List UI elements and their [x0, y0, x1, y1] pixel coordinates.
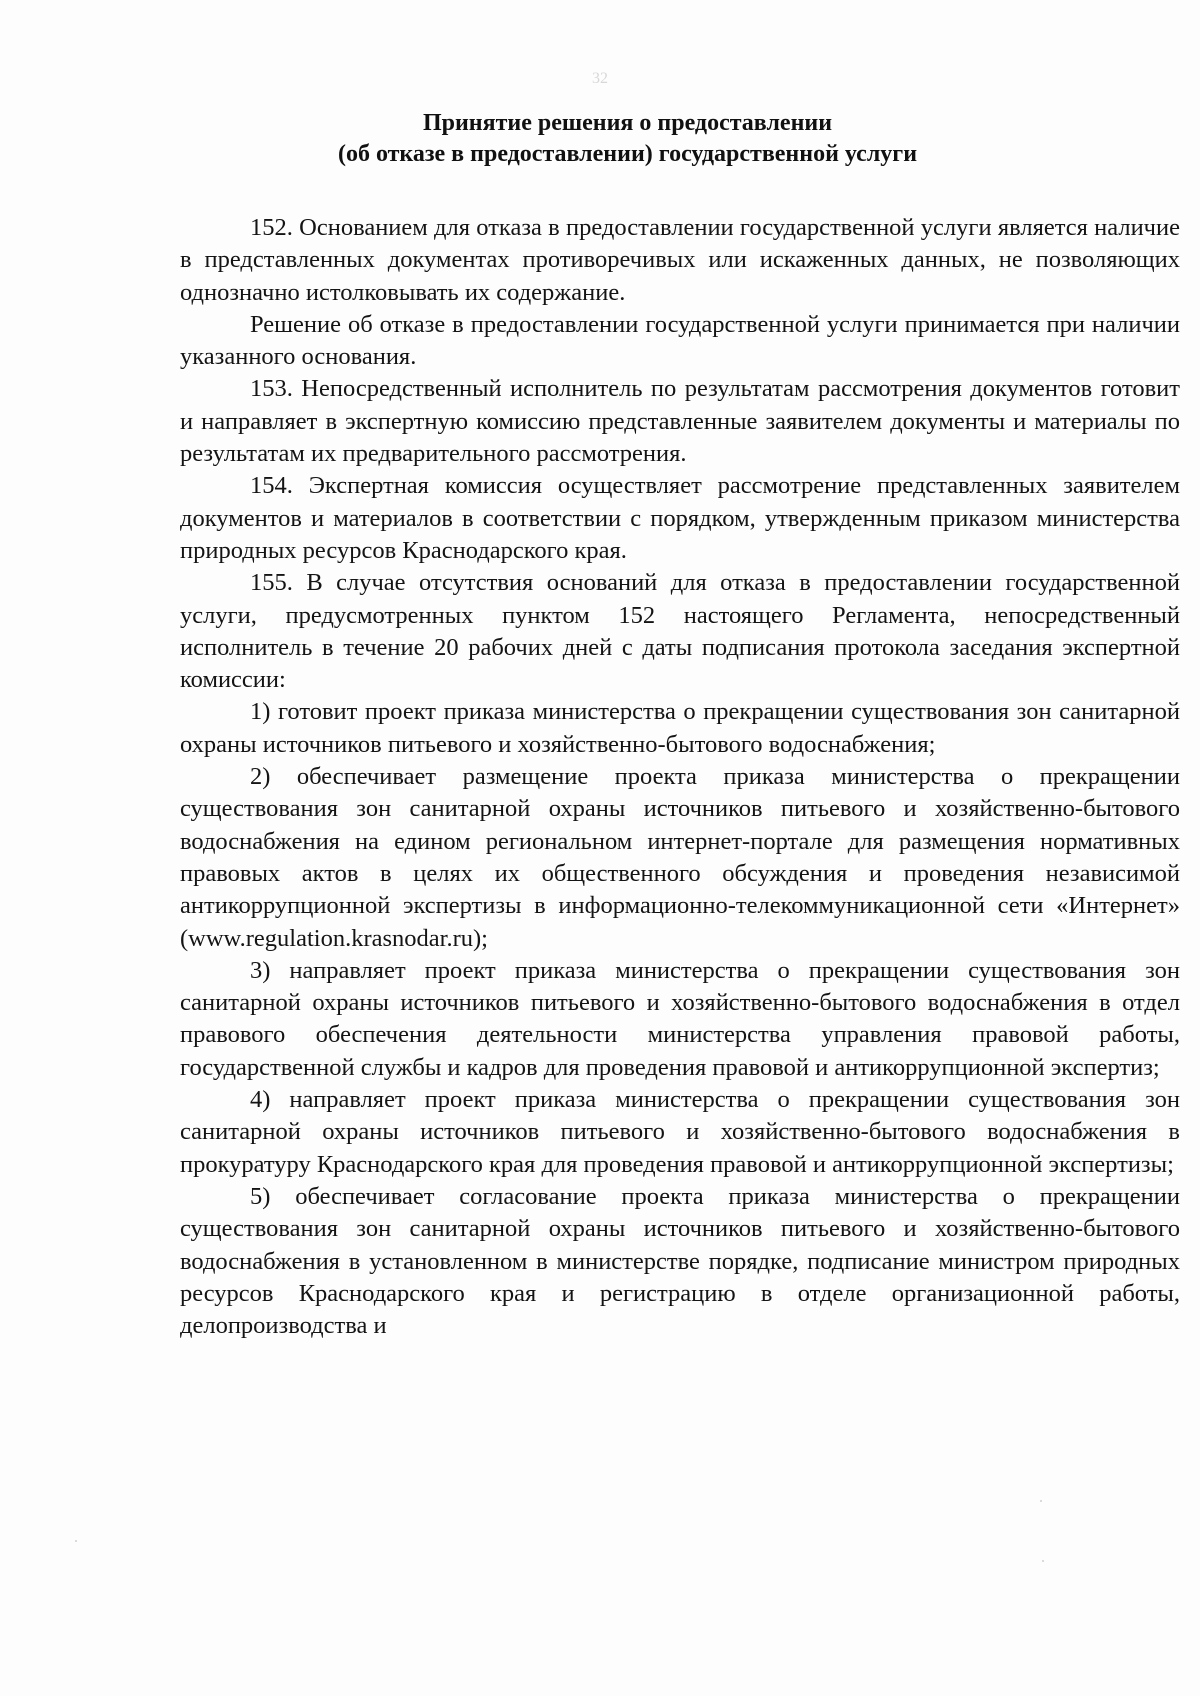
scan-artifact [1042, 1560, 1044, 1562]
scan-artifact [75, 1540, 77, 1542]
heading-line-1: Принятие решения о предоставлении [422, 110, 833, 136]
list-item-3: 3) направляет проект приказа министерства о прекращении существования зон санитарной охраны источников питьевого и хозяйственно-бытового водоснабжения в отдел правового обеспечения деятельности министерства управления правовой работы, государственной службы и кадров для проведения правовой и антикоррупционной экспертиз; [180, 956, 1180, 1081]
heading-line-2: (об отказе в предоставлении) государственной услуги [337, 141, 918, 167]
section-heading [180, 108, 1075, 170]
paragraph-153: 153. Непосредственный исполнитель по результатам рассмотрения документов готовит и направляет в экспертную комиссию представленные заявителем документы и материалы по результатам их предварительного рассмотрения. [180, 375, 1180, 468]
paragraph-refusal-decision: Решение об отказе в предоставлении государственной услуги принимается при наличии указанного основания. [180, 310, 1180, 371]
list-item-5: 5) обеспечивает согласование проекта приказа министерства о прекращении существования зон санитарной охраны источников питьевого и хозяйственно-бытового водоснабжения в установленном в министерстве порядке, подписание министром природных ресурсов Краснодарского края и регистрацию в отделе организационной работы, делопроизводства и [180, 1182, 1180, 1340]
page-number: 32 [592, 70, 608, 87]
list-item-2: 2) обеспечивает размещение проекта приказа министерства о прекращении существования зон санитарной охраны источников питьевого и хозяйственно-бытового водоснабжения на едином региональном интернет-портале для размещения нормативных правовых актов в целях их общественного обсуждения и проведения независимой антикоррупционной экспертизы в информационно-телекоммуникационной сети «Интернет» (www.regulation.krasnodar.ru); [180, 763, 1180, 952]
paragraph-154: 154. Экспертная комиссия осуществляет рассмотрение представленных заявителем документов и материалов в соответствии с порядком, утвержденным приказом министерства природных ресурсов Краснодарского края. [180, 472, 1180, 564]
document-body [180, 212, 1180, 1342]
paragraph-152: 152. Основанием для отказа в предоставлении государственной услуги является наличие в представленных документах противоречивых или искаженных данных, не позволяющих однозначно истолковывать их содержание. [180, 214, 1180, 306]
list-item-1: 1) готовит проект приказа министерства о прекращении существования зон санитарной охраны источников питьевого и хозяйственно-бытового водоснабжения; [180, 698, 1180, 758]
list-item-4: 4) направляет проект приказа министерства о прекращении существования зон санитарной охраны источников питьевого и хозяйственно-бытового водоснабжения в прокуратуру Краснодарского края для проведения правовой и антикоррупционной экспертизы; [180, 1086, 1180, 1178]
scan-artifact [1040, 1500, 1042, 1502]
paragraph-155: 155. В случае отсутствия оснований для отказа в предоставлении государственной услуги, предусмотренных пунктом 152 настоящего Регламента, непосредственный исполнитель в течение 20 рабочих дней с даты подписания протокола заседания экспертной комиссии: [180, 569, 1180, 694]
